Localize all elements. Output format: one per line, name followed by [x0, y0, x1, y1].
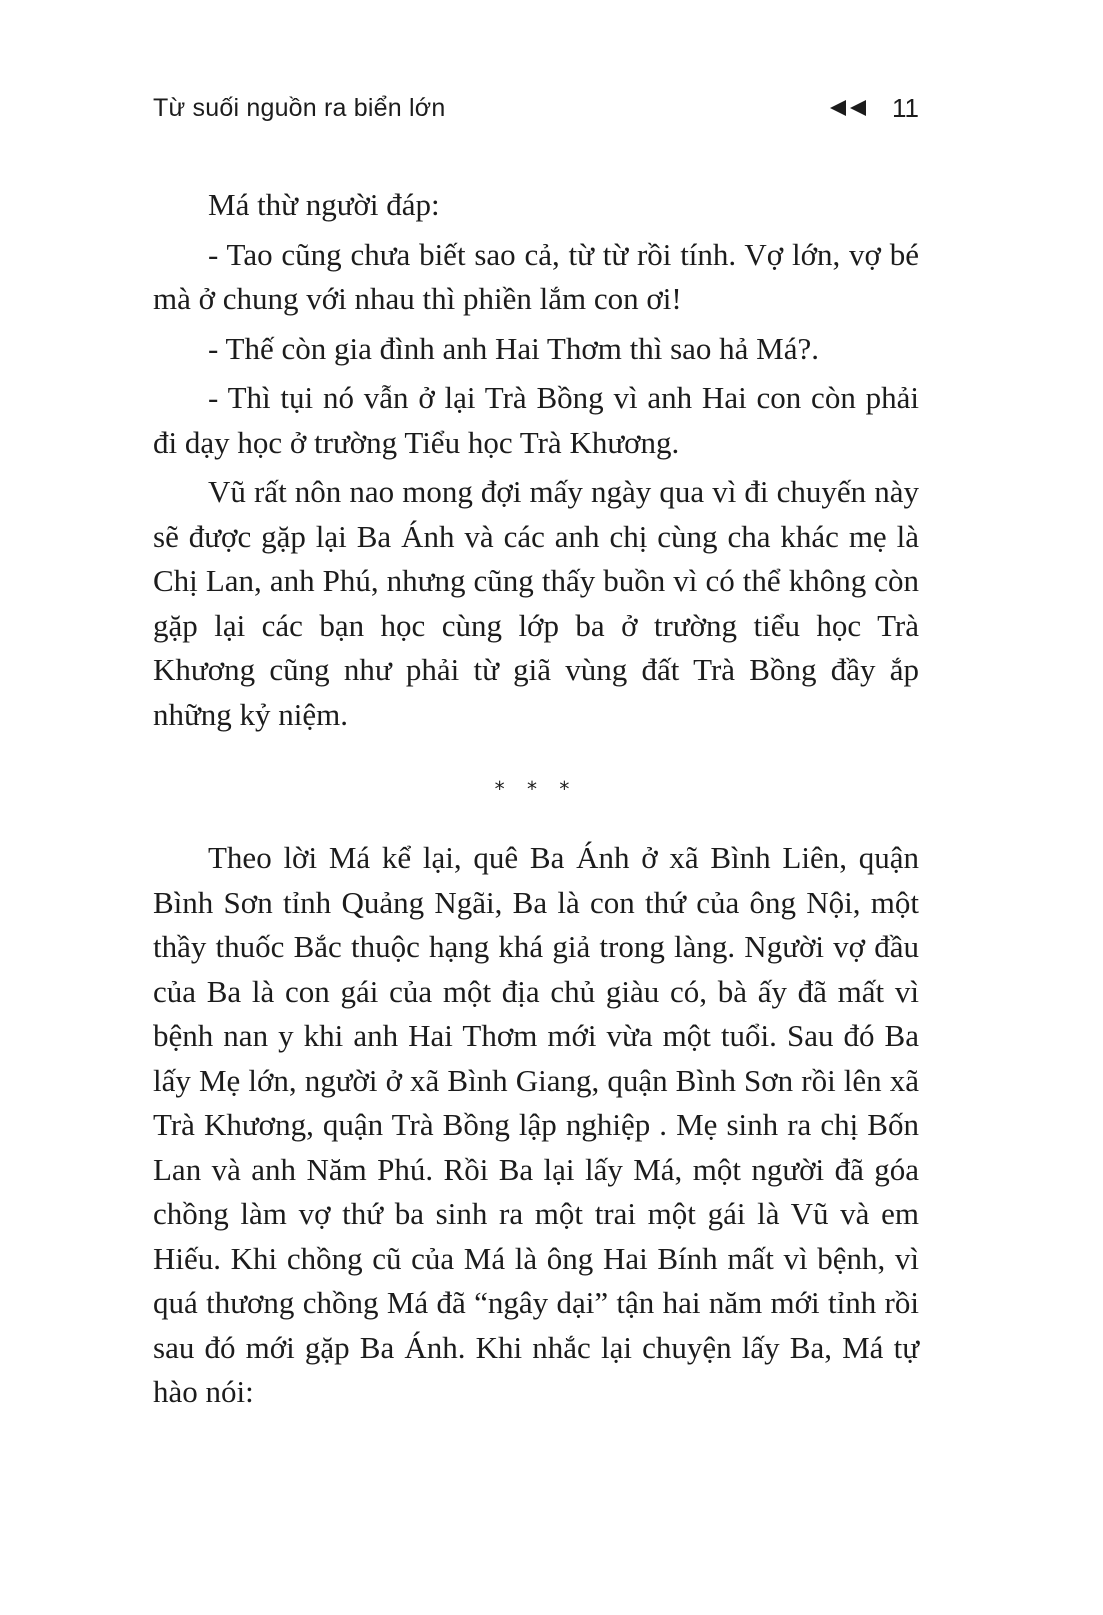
book-title: Từ suối nguồn ra biển lớn — [153, 94, 446, 122]
dialogue-line: - Tao cũng chưa biết sao cả, từ từ rồi tính. Vợ lớn, vợ bé mà ở chung với nhau thì phiền lắm con ơi! — [153, 236, 919, 316]
paragraph: Vũ rất nôn nao mong đợi mấy ngày qua vì đi chuyến này sẽ được gặp lại Ba Ánh và các anh chị cùng cha khác mẹ là Chị Lan, anh Phú, nhưng cũng thấy buồn vì có thể không còn gặp lại các bạn học cùng lớp ba ở trường tiểu học Trà Khương cũng như phải từ giã vùng đất Trà Bồng đầy ắp những kỷ niệm. — [153, 474, 919, 732]
paragraph: Má thừ người đáp: — [208, 187, 440, 222]
scene-break: * * * — [494, 777, 578, 801]
running-header — [153, 88, 919, 128]
page-body — [153, 183, 919, 1420]
dialogue-line: - Thì tụi nó vẫn ở lại Trà Bồng vì anh Hai con còn phải đi dạy học ở trường Tiểu học Trà Khương. — [153, 380, 919, 460]
page-marker — [830, 88, 919, 128]
double-back-arrow-icon — [830, 99, 870, 117]
page-number: 11 — [892, 93, 919, 123]
dialogue-line: - Thế còn gia đình anh Hai Thơm thì sao hả Má?. — [208, 330, 819, 366]
paragraph: Theo lời Má kể lại, quê Ba Ánh ở xã Bình Liên, quận Bình Sơn tỉnh Quảng Ngãi, Ba là con thứ của ông Nội, một thầy thuốc Bắc thuộc hạng khá giả trong làng. Người vợ đầu của Ba là con gái của một địa chủ giàu có, bà ấy đã mất vì bệnh nan y khi anh Hai Thơm mới vừa một tuổi. Sau đó Ba lấy Mẹ lớn, người ở xã Bình Giang, quận Bình Sơn rồi lên xã Trà Khương, quận Trà Bồng lập nghiệp . Mẹ sinh ra chị Bốn Lan và anh Năm Phú. Rồi Ba lại lấy Má, một người đã góa chồng làm vợ thứ ba sinh ra một trai một gái là Vũ và em Hiếu. Khi chồng cũ của Má là ông Hai Bính mất vì bệnh, vì quá thương chồng Má đã “ngây dại” tận hai năm mới tỉnh rồi sau đó mới gặp Ba Ánh. Khi nhắc lại chuyện lấy Ba, Má tự hào nói: — [153, 840, 919, 1409]
